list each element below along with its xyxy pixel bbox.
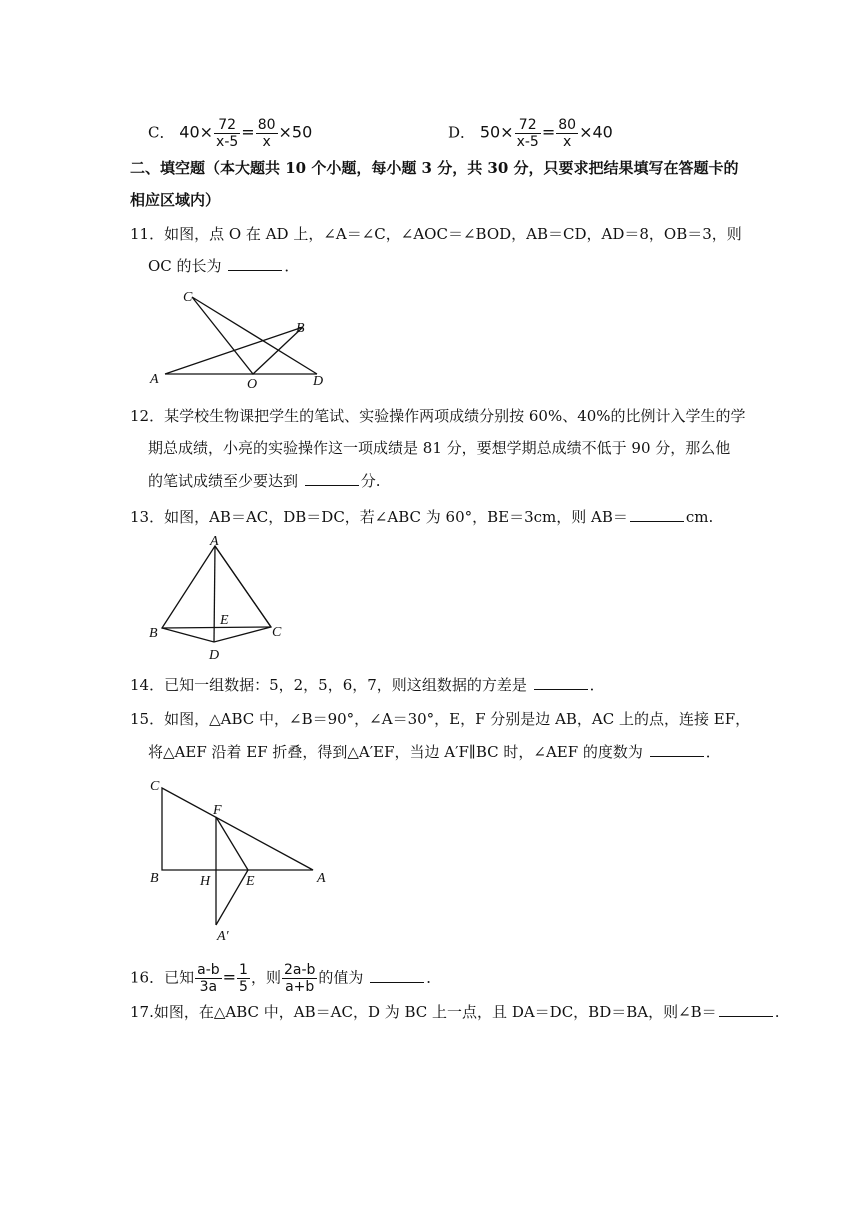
question-12-line1	[130, 406, 746, 426]
q11-label-c: C	[183, 290, 193, 305]
q15-line-ea-prime	[216, 870, 248, 925]
q15-label-h: H	[200, 874, 211, 889]
q15-figure	[145, 775, 345, 950]
q13-label-e: E	[220, 613, 229, 628]
question-13-line1	[130, 507, 713, 527]
q16-fraction-3	[282, 962, 317, 995]
question-14-line1	[130, 675, 605, 695]
option-c-factor: 40×	[179, 122, 214, 142]
q11-label-a: A	[150, 372, 159, 387]
question-number: 12．	[130, 407, 165, 425]
q13-label-c: C	[272, 625, 282, 640]
question-15-line2	[148, 742, 721, 762]
answer-blank[interactable]	[305, 471, 359, 486]
question-16-line1	[130, 962, 441, 995]
question-text: 如图，△ABC 中，∠B＝90°，∠A＝30°，E，F 分别是边 AB，AC 上的点，连接 EF，	[164, 710, 751, 728]
q11-label-o: O	[247, 377, 258, 392]
question-text: 某学校生物课把学生的笔试、实验操作两项成绩分别按 60%、40%的比例计入学生的学	[164, 407, 746, 425]
question-text: 已知一组数据：5，2，5，6，7，则这组数据的方差是	[164, 676, 527, 694]
option-d-fraction-2	[556, 117, 578, 150]
q11-figure-lines	[165, 297, 317, 374]
fraction-denominator: x	[563, 134, 572, 150]
equals-sign: =	[541, 122, 556, 142]
option-d-factor: 50×	[479, 122, 514, 142]
option-c-fraction-2	[256, 117, 278, 150]
q15-label-c: C	[150, 779, 160, 794]
q13-label-a: A	[210, 534, 219, 549]
question-text: 的笔试成绩至少要达到	[148, 472, 299, 490]
question-text: 分.	[360, 472, 381, 490]
fraction-denominator: a+b	[285, 979, 315, 995]
question-text: 已知	[164, 968, 195, 987]
q16-fraction-1	[195, 962, 222, 995]
question-text: ．	[284, 257, 300, 275]
question-number: 17.	[130, 1003, 154, 1021]
answer-blank[interactable]	[650, 742, 704, 757]
fraction-denominator: 3a	[199, 979, 218, 995]
question-text: OC 的长为	[148, 257, 222, 275]
question-text: ，则	[250, 968, 281, 987]
answer-blank[interactable]	[228, 256, 282, 271]
q11-label-d: D	[313, 374, 324, 389]
question-text: ．	[426, 968, 442, 987]
question-11-line1	[130, 224, 742, 244]
equals-sign: =	[241, 122, 255, 142]
question-text: 将△AEF 沿着 EF 折叠，得到△A′EF，当边 A′F∥BC 时，∠AEF 的度数为	[148, 743, 643, 761]
question-text: cm.	[685, 508, 714, 526]
fraction-numerator: 1	[239, 962, 248, 978]
q15-label-a: A	[317, 871, 326, 886]
question-17-line1	[130, 1002, 779, 1022]
question-12-line3	[148, 471, 381, 491]
question-number: 16．	[130, 968, 165, 987]
fraction-denominator: x-5	[516, 134, 539, 150]
fraction-numerator: 80	[558, 117, 577, 133]
question-text: 如图，在△ABC 中，AB＝AC，D 为 BC 上一点，且 DA＝DC，BD＝BA，则∠B＝	[153, 1003, 717, 1021]
q11-figure	[145, 285, 345, 395]
fraction-denominator: x	[262, 134, 271, 150]
question-number: 11．	[130, 225, 165, 243]
q13-figure	[145, 535, 295, 665]
fraction-numerator: 72	[515, 117, 541, 134]
answer-blank[interactable]	[370, 968, 424, 983]
question-number: 14．	[130, 676, 165, 694]
question-text: 的值为	[318, 968, 364, 987]
section-title-line2: 相应区域内）	[130, 191, 221, 209]
equals-sign: =	[222, 967, 237, 987]
question-15-line1	[130, 709, 750, 729]
option-d-label: D．	[448, 123, 476, 142]
fraction-numerator: a-b	[197, 962, 220, 978]
q15-label-f: F	[213, 803, 222, 818]
q15-label-b: B	[150, 871, 159, 886]
fraction-denominator: x-5	[216, 134, 239, 150]
question-11-line2	[148, 256, 299, 276]
fraction-numerator: 72	[214, 117, 240, 134]
q16-fraction-2	[237, 962, 250, 995]
option-d-tail: ×40	[579, 122, 613, 142]
option-c-label: C．	[148, 123, 175, 142]
fraction-denominator: 5	[239, 979, 248, 995]
option-d	[448, 117, 613, 150]
question-text: 如图，点 O 在 AD 上，∠A＝∠C，∠AOC＝∠BOD，AB＝CD，AD＝8，OB＝3，则	[164, 225, 742, 243]
section-title-line1: 二、填空题（本大题共 10 个小题，每小题 3 分，共 30 分，只要求把结果填写在答题卡的	[130, 159, 739, 177]
q15-label-a-prime: A′	[217, 929, 229, 944]
q13-label-b: B	[149, 626, 158, 641]
question-12-line2: 期总成绩，小亮的实验操作这一项成绩是 81 分，要想学期总成绩不低于 90 分，那么他	[148, 439, 731, 457]
option-d-fraction-1	[515, 117, 541, 150]
q13-side-bc	[162, 627, 271, 628]
q15-label-e: E	[246, 874, 255, 889]
q15-line-fe	[216, 817, 248, 870]
question-number: 15．	[130, 710, 165, 728]
answer-blank[interactable]	[630, 507, 684, 522]
option-c-tail: ×50	[278, 122, 313, 142]
question-number: 13．	[130, 508, 165, 526]
fraction-numerator: 80	[257, 117, 276, 133]
answer-blank[interactable]	[719, 1002, 773, 1017]
answer-blank[interactable]	[534, 675, 588, 690]
q11-label-b: B	[296, 321, 305, 336]
q15-triangle-abc	[162, 788, 313, 870]
question-text: 如图，AB＝AC，DB＝DC，若∠ABC 为 60°，BE＝3cm，则 AB＝	[164, 508, 628, 526]
question-text: ．	[589, 676, 605, 694]
option-c-fraction-1	[214, 117, 240, 150]
question-text: ．	[705, 743, 721, 761]
option-c	[148, 117, 312, 150]
question-text: .	[774, 1003, 780, 1021]
fraction-numerator: 2a-b	[283, 962, 316, 978]
q13-label-d: D	[209, 648, 220, 663]
